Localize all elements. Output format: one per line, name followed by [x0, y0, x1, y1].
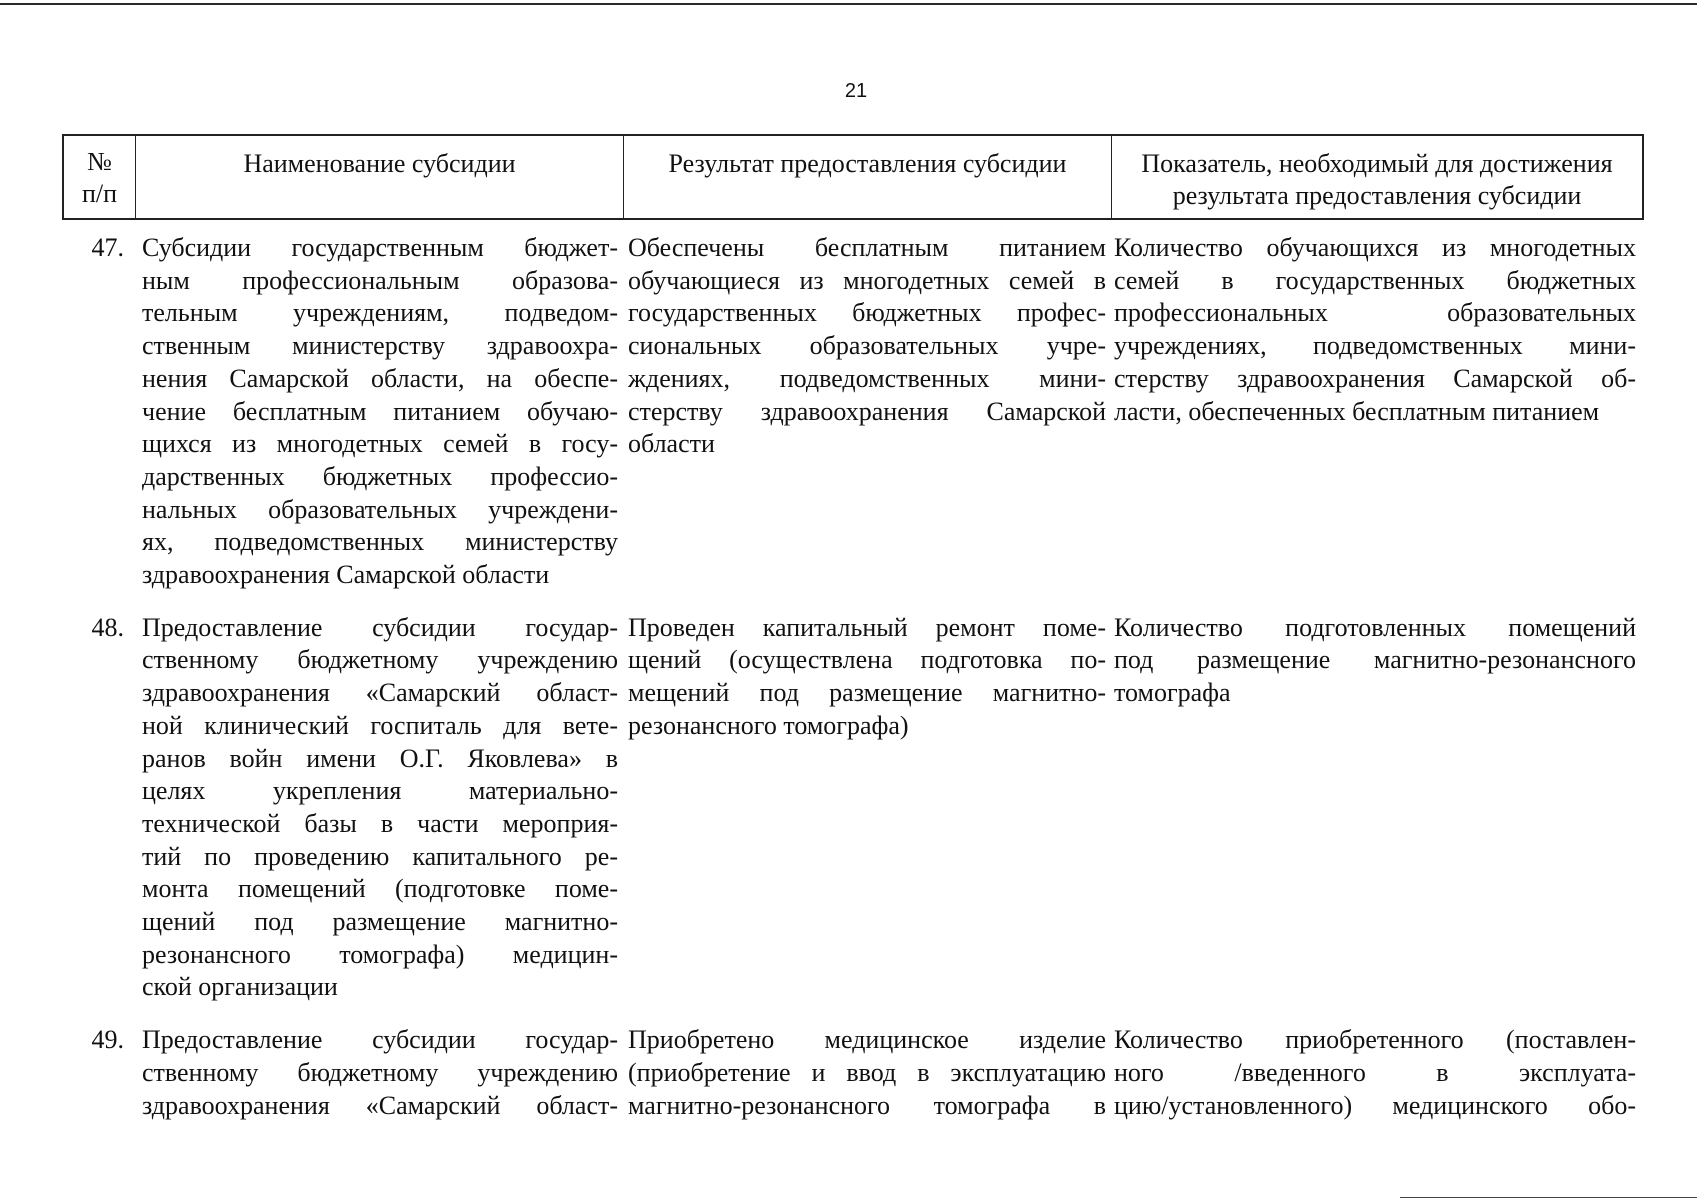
subsidy-result-line: ждениях, подведомственных мини- — [628, 363, 1106, 393]
cell-name — [134, 232, 622, 592]
cell-indicator — [1110, 232, 1640, 428]
subsidy-name-line: ственному бюджетному учреждению — [142, 1057, 618, 1087]
indicator-line: томографа — [1114, 678, 1231, 708]
table-row — [62, 1024, 1644, 1122]
row-number: 47. — [91, 233, 124, 262]
header-number-line: п/п — [81, 179, 118, 208]
table-row — [62, 612, 1644, 1004]
table-header — [62, 134, 1644, 220]
indicator-line: Количество приобретенного (поставлен- — [1114, 1025, 1636, 1055]
bottom-rule — [1400, 1197, 1697, 1198]
subsidy-result-line: Проведен капитальный ремонт поме- — [628, 612, 1106, 642]
subsidy-name-line: здравоохранения «Самарский област- — [142, 678, 618, 708]
subsidy-result-line: магнитно-резонансного томографа в — [628, 1090, 1106, 1120]
subsidy-result-line: резонансного томографа) — [628, 710, 909, 740]
subsidy-result-line: сиональных образовательных учре- — [628, 331, 1106, 361]
subsidy-result-line: Приобретено медицинское изделие — [628, 1025, 1106, 1055]
cell-name — [134, 612, 622, 1004]
indicator-line: профессиональных образовательных — [1114, 298, 1636, 328]
subsidy-name-line: нения Самарской области, на обеспе- — [142, 363, 618, 393]
subsidy-name-line: ственному бюджетному учреждению — [142, 645, 618, 675]
header-number — [64, 136, 136, 218]
row-number: 49. — [91, 1025, 124, 1055]
indicator-line: под размещение магнитно-резонансного — [1114, 645, 1636, 675]
subsidy-name-line: Предоставление субсидии государ- — [142, 612, 618, 642]
subsidy-name-line: монта помещений (подготовке поме- — [142, 874, 618, 904]
cell-result — [622, 1024, 1110, 1122]
header-indicator-line: Показатель, необходимый для достижения — [1141, 149, 1613, 178]
subsidy-name-line: здравоохранения «Самарский област- — [142, 1090, 618, 1120]
indicator-line: учреждениях, подведомственных мини- — [1114, 331, 1636, 361]
cell-result — [622, 612, 1110, 743]
cell-indicator — [1110, 612, 1640, 710]
subsidy-name-line: целях укрепления материально- — [142, 776, 618, 806]
indicator-line: ного /введенного в эксплуата- — [1114, 1057, 1636, 1087]
subsidy-name-line: ственным министерству здравоохра- — [142, 331, 618, 361]
subsidy-result-line: мещений под размещение магнитно- — [628, 678, 1106, 708]
indicator-line: Количество подготовленных помещений — [1114, 612, 1636, 642]
subsidy-name-line: тельным учреждениям, подведом- — [142, 298, 618, 328]
subsidy-name-line: здравоохранения Самарской области — [142, 560, 550, 590]
header-subsidy-result: Результат предоставления субсидии — [624, 136, 1112, 218]
subsidy-result-line: щений (осуществлена подготовка по- — [628, 645, 1106, 675]
cell-result — [622, 232, 1110, 461]
subsidy-name-line: ной клинический госпиталь для вете- — [142, 710, 618, 740]
row-number: 48. — [91, 612, 124, 642]
subsidy-name-line: ранов войн имени О.Г. Яковлева» в — [142, 743, 618, 773]
subsidy-result-line: Обеспечены бесплатным питанием — [628, 233, 1106, 262]
top-rule — [0, 3, 1697, 5]
subsidy-name-line: чение бесплатным питанием обучаю- — [142, 396, 618, 426]
subsidy-name-line: технической базы в части мероприя- — [142, 808, 618, 838]
cell-name — [134, 1024, 622, 1122]
cell-indicator — [1110, 1024, 1640, 1122]
table-row — [62, 232, 1644, 592]
indicator-line: семей в государственных бюджетных — [1114, 265, 1636, 295]
subsidy-name-line: Предоставление субсидии государ- — [142, 1025, 618, 1055]
indicator-line: цию/установленного) медицинского обо- — [1114, 1090, 1636, 1120]
page-number: 21 — [844, 80, 868, 102]
header-indicator — [1112, 136, 1642, 218]
header-indicator-line: результата предоставления субсидии — [1172, 181, 1582, 210]
subsidy-name-line: ях, подведомственных министерству — [142, 527, 618, 557]
subsidy-name-line: щений под размещение магнитно- — [142, 907, 618, 937]
indicator-line: ласти, обеспеченных бесплатным питанием — [1114, 396, 1600, 426]
subsidy-name-line: ской организации — [142, 972, 338, 1002]
subsidy-name-line: резонансного томографа) медицин- — [142, 939, 618, 969]
table-body — [62, 232, 1644, 1142]
subsidy-name-line: щихся из многодетных семей в госу- — [142, 429, 618, 459]
indicator-line: стерству здравоохранения Самарской об- — [1114, 363, 1636, 393]
subsidy-name-line: Субсидии государственным бюджет- — [142, 233, 618, 262]
header-subsidy-name: Наименование субсидии — [136, 136, 624, 218]
subsidy-result-line: обучающиеся из многодетных семей в — [628, 265, 1106, 295]
subsidy-result-line: государственных бюджетных профес- — [628, 298, 1106, 328]
subsidy-name-line: нальных образовательных учреждени- — [142, 494, 618, 524]
indicator-line: Количество обучающихся из многодетных — [1114, 233, 1636, 262]
subsidy-name-line: дарственных бюджетных профессио- — [142, 461, 618, 491]
subsidy-name-line: ным профессиональным образова- — [142, 265, 618, 295]
header-number-line: № — [87, 147, 112, 176]
subsidy-result-line: стерству здравоохранения Самарской — [628, 396, 1106, 426]
subsidy-result-line: (приобретение и ввод в эксплуатацию — [628, 1057, 1106, 1087]
subsidy-name-line: тий по проведению капитального ре- — [142, 841, 618, 871]
subsidy-result-line: области — [628, 429, 715, 459]
